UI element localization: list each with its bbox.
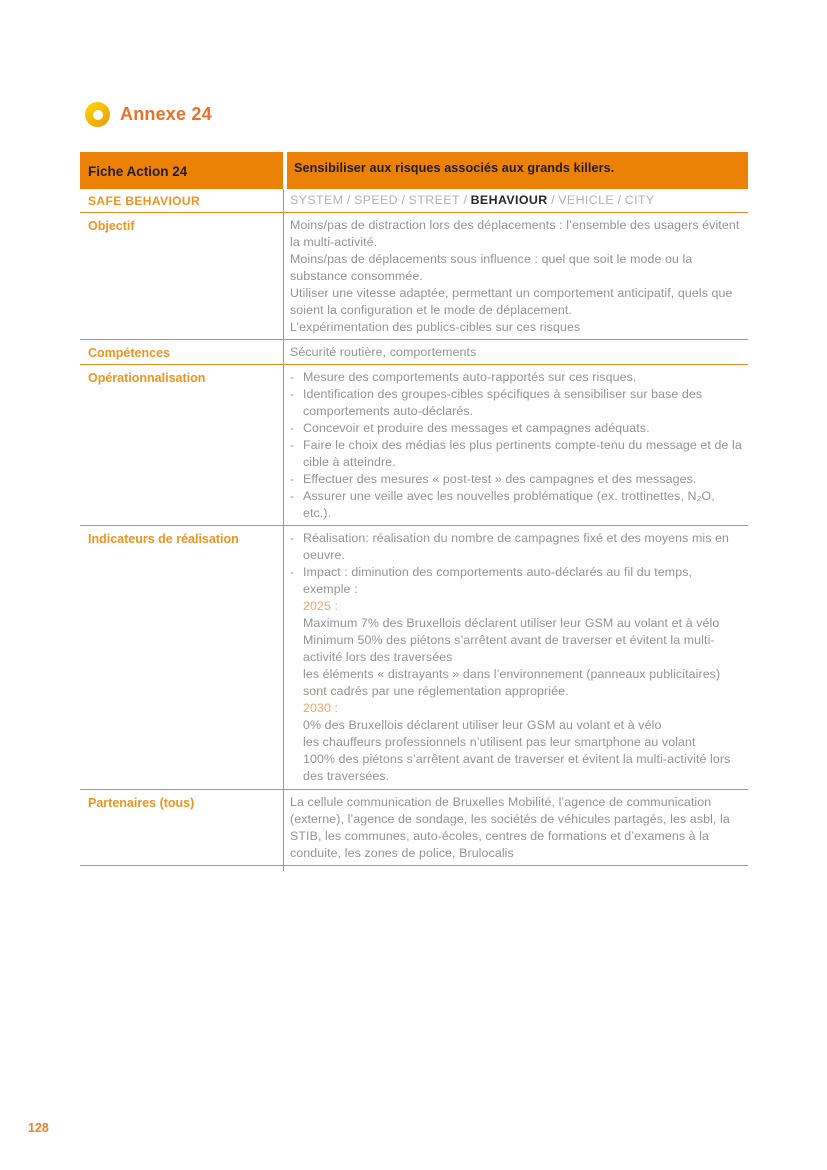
category-tags [283, 189, 748, 212]
row-safe-behaviour [80, 189, 748, 213]
text-line: les éléments « distrayants » dans l’environnement (panneaux publicitaires) sont cadrés par une réglementation appropriée. [303, 667, 721, 698]
row-label-indicateurs: Indicateurs de réalisation [88, 532, 239, 546]
row-partenaires [80, 790, 748, 866]
tag-separator: / [614, 193, 625, 207]
text-line: Sécurité routière, comportements [290, 345, 477, 359]
annexe-title: Annexe 24 [120, 104, 212, 124]
bullet-dash: - [290, 438, 295, 452]
text-line: 100% des piétons s’arrêtent avant de traverser et évitent la multi-activité lors des traversées. [303, 752, 731, 783]
column-divider [283, 189, 284, 871]
table-header-row [80, 152, 748, 189]
bullet-dash: - [290, 472, 295, 486]
tag-separator: / [459, 193, 471, 207]
bullet-text: Faire le choix des médias les plus pertinents compte-tenu du message et de la cible à atteindre. [303, 438, 742, 469]
page-number: 128 [28, 1121, 49, 1135]
row-label-safe-behaviour: SAFE BEHAVIOUR [88, 194, 201, 208]
text-line: Utiliser une vitesse adaptée, permettant un comportement anticipatif, quels que soient la configuration et le mode de déplacement. [290, 286, 733, 317]
bullet-text: Effectuer des mesures « post-test » des campagnes et des messages. [303, 472, 697, 486]
text-line: L’expérimentation des publics-cibles sur ces risques [290, 320, 581, 334]
category-tag-city: CITY [624, 193, 655, 207]
bullet-dash: - [290, 370, 295, 384]
row-label-objectif: Objectif [88, 219, 135, 233]
bullet-line [290, 386, 742, 420]
text-line: La cellule communication de Bruxelles Mobilité, l’agence de communication (externe), l’agence de sondage, les sociétés de véhicules partagés, les asbl, la STIB, les communes, auto-écoles, centres de formations et d’examens à la conduite, les zones de police, Brulocalis [290, 795, 730, 860]
row-label-operationnalisation: Opérationnalisation [88, 371, 206, 385]
bullet-dash: - [290, 565, 295, 579]
bullet-dash: - [290, 489, 295, 503]
bullet-line [290, 420, 742, 437]
fiche-action-table [80, 152, 748, 866]
tag-separator: / [343, 193, 354, 207]
bullet-dash: - [290, 387, 295, 401]
row-objectif [80, 213, 748, 340]
fiche-action-label: Fiche Action 24 [80, 152, 283, 189]
partenaires-content [283, 790, 748, 865]
text-line: Minimum 50% des piétons s’arrêtent avant de traverser et évitent la multi-activité lors des traversées [303, 633, 715, 664]
objectif-content [283, 213, 748, 339]
text-line: Moins/pas de distraction lors des déplacements : l’ensemble des usagers évitent la multi-activité. [290, 218, 740, 249]
bullet-text: Concevoir et produire des messages et campagnes adéquats. [303, 421, 650, 435]
bullet-text: Assurer une veille avec les nouvelles problématique (ex. trottinettes, N₂O, etc.). [303, 489, 715, 520]
bullet-line [290, 530, 742, 564]
text-line: les chauffeurs professionnels n’utilisent pas leur smartphone au volant [303, 735, 696, 749]
category-tag-behaviour: BEHAVIOUR [470, 193, 548, 207]
category-tag-speed: SPEED [354, 193, 399, 207]
bullet-line [290, 437, 742, 471]
bullet-line [290, 369, 742, 386]
donut-bullet-icon [85, 102, 110, 127]
operationnalisation-content [283, 365, 748, 525]
text-line: Moins/pas de déplacements sous influence : quel que soit le mode ou la substance consommée. [290, 252, 693, 283]
bullet-dash: - [290, 421, 295, 435]
category-tag-system: SYSTEM [290, 193, 344, 207]
row-label-partenaires: Partenaires (tous) [88, 796, 195, 810]
bullet-text: Identification des groupes-cibles spécifiques à sensibiliser sur base des comportements auto-déclarés. [303, 387, 703, 418]
annexe-header [85, 102, 212, 127]
competences-content [283, 340, 748, 364]
fiche-action-title: Sensibiliser aux risques associés aux grands killers. [287, 152, 748, 189]
tag-separator: / [547, 193, 559, 207]
bullet-text: Mesure des comportements auto-rapportés sur ces risques. [303, 370, 637, 384]
row-competences [80, 340, 748, 365]
text-line: 2025 : [303, 599, 339, 613]
text-line: 0% des Bruxellois déclarent utiliser leur GSM au volant et à vélo [303, 718, 662, 732]
category-tag-vehicle: VEHICLE [558, 193, 615, 207]
text-line: Maximum 7% des Bruxellois déclarent utiliser leur GSM au volant et à vélo [303, 616, 720, 630]
bullet-line [290, 488, 742, 522]
row-operationnalisation [80, 365, 748, 526]
bullet-line [290, 564, 742, 598]
category-tag-street: STREET [408, 193, 460, 207]
bullet-text: Impact : diminution des comportements auto-déclarés au fil du temps, exemple : [303, 565, 693, 596]
bullet-line [290, 471, 742, 488]
row-label-competences: Compétences [88, 346, 170, 360]
indicateurs-content [283, 526, 748, 789]
bullet-text: Réalisation: réalisation du nombre de campagnes fixé et des moyens mis en oeuvre. [303, 531, 730, 562]
bullet-dash: - [290, 531, 295, 545]
row-indicateurs [80, 526, 748, 790]
text-line: 2030 : [303, 701, 339, 715]
tag-separator: / [398, 193, 409, 207]
